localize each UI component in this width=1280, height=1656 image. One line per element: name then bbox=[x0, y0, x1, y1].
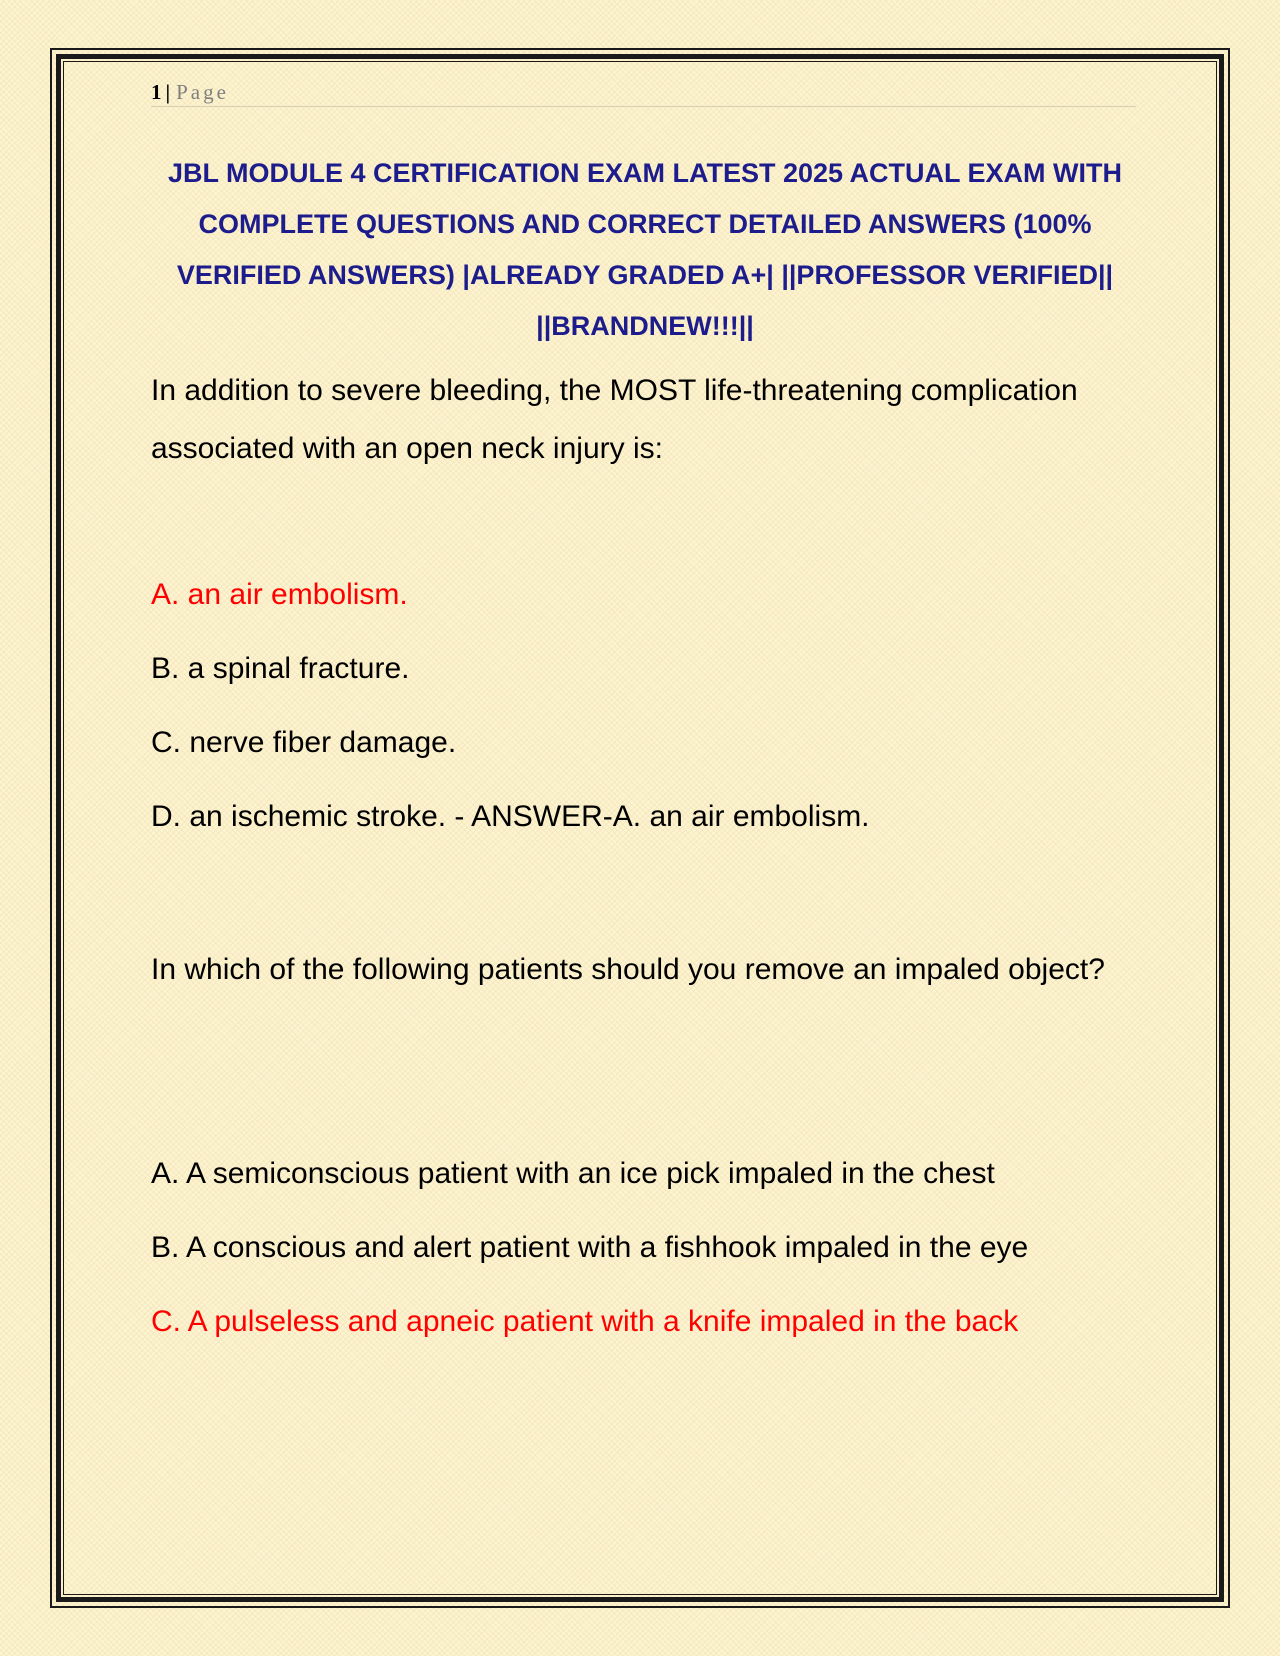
page-header bbox=[151, 80, 1136, 107]
question-1-text: In addition to severe bleeding, the MOST life-threatening complication associated with an open neck injury is: bbox=[151, 374, 1078, 465]
question-1-option-b: B. a spinal fracture. bbox=[151, 652, 410, 685]
question-2-text: In which of the following patients should you remove an impaled object? bbox=[151, 953, 1105, 986]
document-title: JBL MODULE 4 CERTIFICATION EXAM LATEST 2025 ACTUAL EXAM WITH COMPLETE QUESTIONS AND CORRECT DETAILED ANSWERS (100% VERIFIED ANSWERS) |ALREADY GRADED A+| ||PROFESSOR VERIFIED|| ||BRANDNEW!!!|| bbox=[167, 158, 1123, 341]
question-1-option-c: C. nerve fiber damage. bbox=[151, 726, 457, 759]
page-label: Page bbox=[176, 80, 229, 104]
question-1-option-a: A. an air embolism. bbox=[151, 578, 408, 611]
question-2-option-a: A. A semiconscious patient with an ice pick impaled in the chest bbox=[151, 1157, 995, 1190]
question-2-option-c: C. A pulseless and apneic patient with a knife impaled in the back bbox=[151, 1305, 1019, 1338]
page-number: 1 bbox=[151, 80, 162, 104]
question-2-option-b: B. A conscious and alert patient with a fishhook impaled in the eye bbox=[151, 1231, 1029, 1264]
question-1-option-d: D. an ischemic stroke. - ANSWER-A. an air embolism. bbox=[151, 800, 870, 833]
page-number-separator: | bbox=[165, 80, 171, 104]
